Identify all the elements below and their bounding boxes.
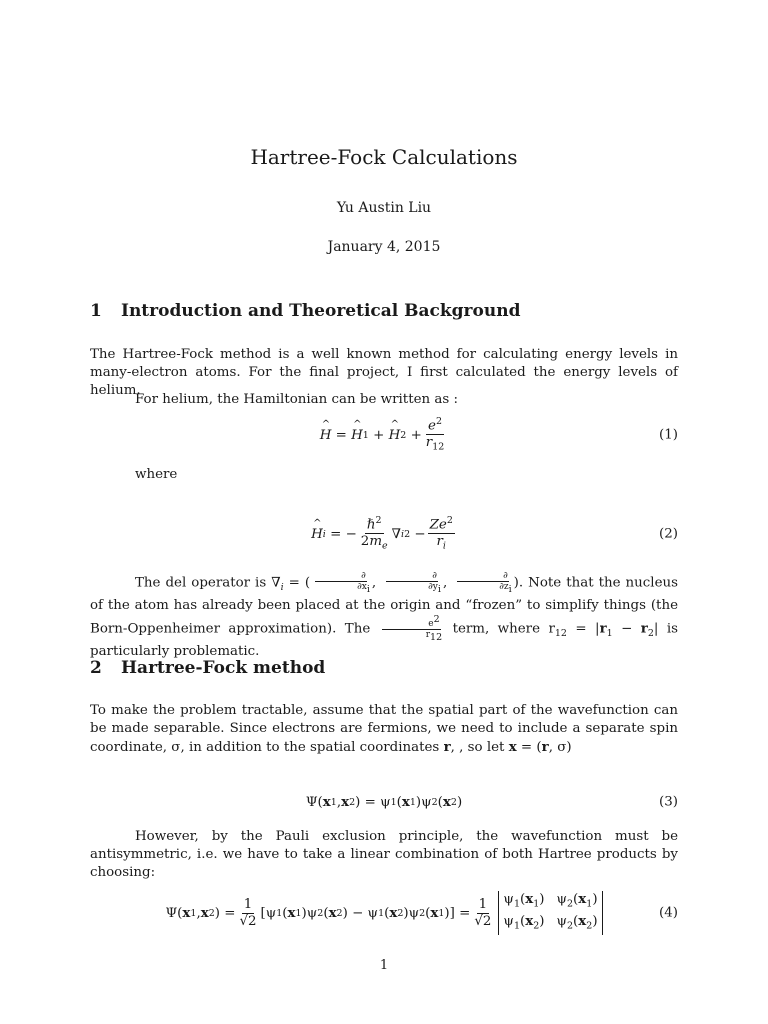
equation-number: (4) bbox=[659, 905, 678, 921]
paper-title: Hartree-Fock Calculations bbox=[250, 145, 518, 169]
paragraph-intro: The Hartree-Fock method is a well known method for calculating energy levels in many-electron atoms. For the final project, I first calculated the energy levels of helium. bbox=[90, 347, 678, 398]
text-where: where bbox=[135, 467, 178, 482]
page-number: 1 bbox=[379, 958, 389, 973]
section-title: Hartree-Fock method bbox=[121, 658, 326, 678]
equation-4-body: Ψ( x 1 , x 2 ) = $\frac{1}{√2}$ [ψ 1 ( x 1 )ψ 2 ( x 2 ) − ψ 1 ( x 2 )ψ 2 ( x 1 )] = $\frac{1}{√2}$ $\psi_1(x_1)$ $\psi_2(x_1)$ $\psi_1(x_2)$ $\psi_2(x_2)$ bbox=[90, 890, 678, 936]
date: January 4, 2015 bbox=[327, 239, 441, 255]
equation-1-body: ^ H = ^ H 1 + ^ H 2 + $\frac{e^2}{r_{12}}$ bbox=[90, 412, 678, 458]
equation-3 bbox=[90, 779, 678, 825]
paragraph-pauli: However, by the Pauli exclusion principle, the wavefunction must be antisymmetric, i.e. we have to take a linear combination of both Hartree products by choosing: bbox=[90, 829, 678, 880]
equation-number: (2) bbox=[659, 526, 678, 542]
section-heading-2 bbox=[90, 658, 325, 678]
equation-2 bbox=[90, 511, 678, 557]
equation-4 bbox=[90, 890, 678, 936]
paragraph-hamiltonian-intro: For helium, the Hamiltonian can be written as : bbox=[135, 392, 459, 407]
author: Yu Austin Liu bbox=[336, 200, 432, 216]
equation-number: (3) bbox=[659, 794, 678, 810]
equation-3-body: Ψ( x 1 , x 2 ) = ψ 1 ( x 1 )ψ 2 ( x 2 ) bbox=[305, 794, 463, 810]
section-title: Introduction and Theoretical Background bbox=[121, 301, 521, 321]
paragraph-separable: To make the problem tractable, assume that the spatial part of the wavefunction can be made separable. Since electrons are fermions, we need to include a separate spin coordinate, σ, in addition to the spatial coordinates r, , so let x = (r, σ) bbox=[90, 703, 678, 755]
section-heading-1 bbox=[90, 301, 520, 321]
paragraph-del-operator: The del operator is $\nabla_i$ = ( ∂ $\partial x_i$ , ∂ $\partial y_i$ , ∂ $\partial z_i$ ). Note that the nucleus of the atom has already been placed at the origin and “frozen” to simplify things (the Born-Oppenheimer approximation). The $\frac{e^2}{r_{12}}$ term, where $r_{12} = |r_1 - r_2|$ is particularly problematic. bbox=[90, 571, 679, 660]
section-number: 2 bbox=[90, 658, 102, 678]
section-number: 1 bbox=[90, 301, 102, 321]
equation-1 bbox=[90, 412, 678, 458]
equation-number: (1) bbox=[659, 427, 678, 443]
equation-2-body: ^ H i = − $\frac{\hbar^2}{2m_e}$ ∇ i 2 − $\frac{Ze^2}{r_i}$ bbox=[90, 511, 678, 557]
